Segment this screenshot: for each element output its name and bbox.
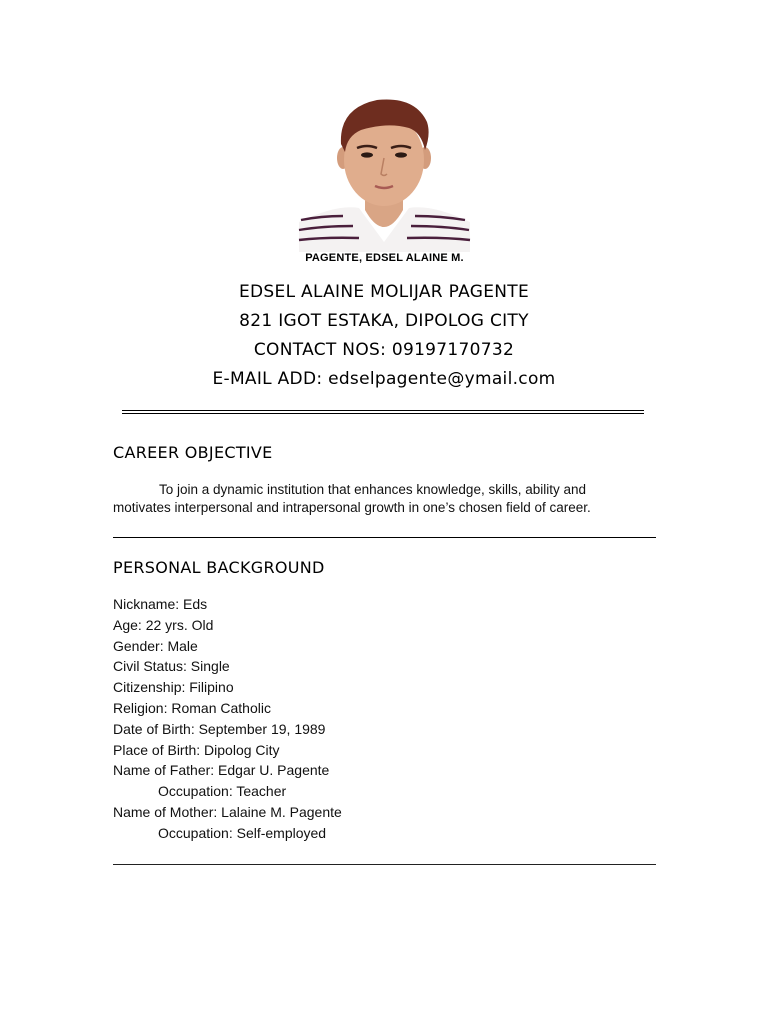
list-item-citizenship: Citizenship: Filipino <box>113 679 234 696</box>
photo-caption: PAGENTE, EDSEL ALAINE M. <box>305 252 464 264</box>
address: 821 IGOT ESTAKA, DIPOLOG CITY <box>239 311 529 331</box>
list-item-age: Age: 22 yrs. Old <box>113 616 214 633</box>
personal-background-list <box>113 594 342 844</box>
list-item-father: Name of Father: Edgar U. Pagente <box>113 762 330 779</box>
list-item-religion: Religion: Roman Catholic <box>113 699 271 716</box>
career-objective-title: CAREER OBJECTIVE <box>113 443 273 462</box>
personal-background-title: PERSONAL BACKGROUND <box>113 558 325 577</box>
section-divider-bottom <box>113 864 656 865</box>
full-name: EDSEL ALAINE MOLIJAR PAGENTE <box>239 282 529 302</box>
list-item-civil-status: Civil Status: Single <box>113 658 230 675</box>
section-divider <box>113 537 656 538</box>
email-address: E-MAIL ADD: edselpagente@ymail.com <box>212 369 556 389</box>
list-item-date-of-birth: Date of Birth: September 19, 1989 <box>113 720 326 737</box>
list-item-place-of-birth: Place of Birth: Dipolog City <box>113 741 280 758</box>
list-item-father-occupation: Occupation: Teacher <box>158 783 287 800</box>
contact-numbers: CONTACT NOS: 09197170732 <box>253 340 515 360</box>
list-item-nickname: Nickname: Eds <box>113 596 208 612</box>
profile-photo <box>297 92 472 268</box>
list-item-mother: Name of Mother: Lalaine M. Pagente <box>113 803 342 820</box>
list-item-gender: Gender: Male <box>113 637 198 654</box>
contact-header <box>0 278 768 394</box>
portrait-image <box>297 92 472 268</box>
career-objective-text: To join a dynamic institution that enhances knowledge, skills, ability and motivates interpersonal and intrapersonal growth in one’s chosen field of career. <box>113 482 591 515</box>
header-divider <box>122 410 644 414</box>
list-item-mother-occupation: Occupation: Self-employed <box>158 824 327 841</box>
